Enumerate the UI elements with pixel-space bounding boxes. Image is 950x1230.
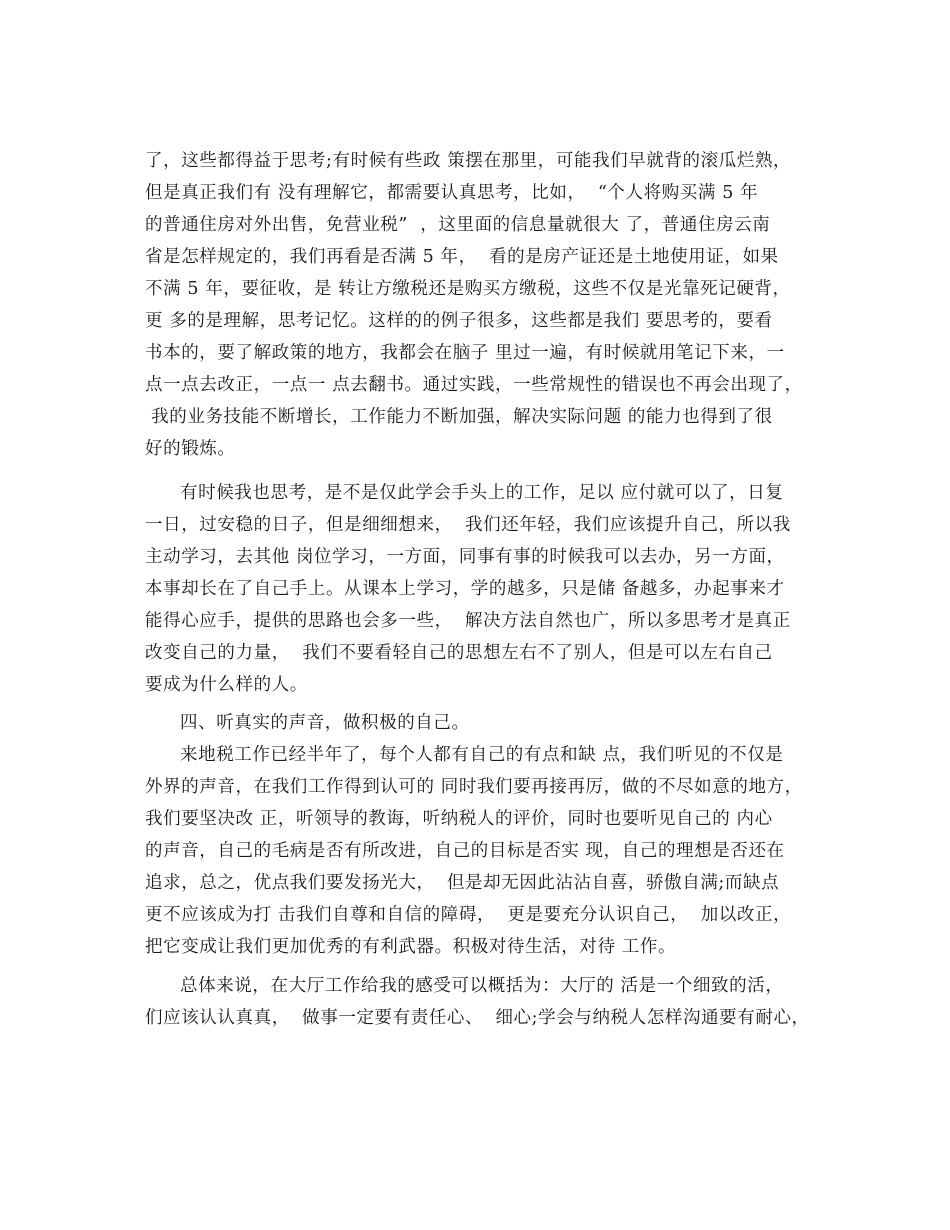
text-line: 能得心应手，提供的思路也会多一些， 解决方法自然也广，所以多思考才是真正: [145, 611, 791, 631]
text-line: 把它变成让我们更加优秀的有利武器。积极对待生活，对待 工作。: [145, 937, 677, 957]
text-line: 的普通住房对外出售，免营业税” ，这里面的信息量就很大 了，普通住房云南: [145, 215, 771, 235]
text-line: 要成为什么样的人。: [145, 675, 308, 695]
text-line: 我的业务技能不断增长，工作能力不断加强，解决实际问题 的能力也得到了很: [145, 407, 773, 427]
text-line: 主动学习，去其他 岗位学习，一方面，同事有事的时候我可以去办，另一方面，: [145, 547, 785, 567]
text-line: 了，这些都得益于思考;有时候有些政 策摆在那里，可能我们早就背的滚瓜烂熟，: [145, 151, 792, 171]
text-line: 不满 5 年，要征收，是 转让方缴税还是购买方缴税，这些不仅是光靠死记硬背，: [145, 279, 791, 299]
text-line: 我们要坚决改 正，听领导的教诲，听纳税人的评价，同时也要听见自己的 内心: [145, 809, 773, 829]
text-line: 但是真正我们有 没有理解它，都需要认真思考，比如， “个人将购买满 5 年: [145, 183, 759, 203]
text-line: 外界的声音，在我们工作得到认可的 同时我们要再接再厉，做的不尽如意的地方，: [145, 777, 803, 797]
text-line: 书本的，要了解政策的地方，我都会在脑子 里过一遍，有时候就用笔记下来，一: [145, 343, 785, 363]
section-heading: 四、听真实的声音，做积极的自己。: [180, 713, 470, 733]
text-line: 更 多的是理解，思考记忆。这样的的例子很多，这些都是我们 要思考的，要看: [145, 311, 773, 331]
text-line: 本事却长在了自己手上。从课本上学习，学的越多，只是储 备越多，办起事来才: [145, 579, 785, 599]
paragraph-first-line: 来地税工作已经半年了，每个人都有自己的有点和缺 点，我们听见的不仅是: [180, 745, 784, 765]
text-line: 更不应该成为打 击我们自尊和自信的障碍， 更是要充分认识自己， 加以改正，: [145, 905, 792, 925]
paragraph-first-line: 总体来说，在大厅工作给我的感受可以概括为：大厅的 活是一个细致的活，: [180, 976, 784, 996]
text-line: 省是怎样规定的，我们再看是否满 5 年， 看的是房产证还是土地使用证，如果: [145, 247, 779, 267]
text-line: 点一点去改正，一点一 点去翻书。通过实践，一些常规性的错误也不再会出现了，: [145, 375, 803, 395]
text-line: 们应该认认真真， 做事一定要有责任心、 细心;学会与纳税人怎样沟通要有耐心，: [145, 1008, 810, 1028]
text-line: 追求，总之，优点我们要发扬光大， 但是却无因此沾沾自喜，骄傲自满;而缺点: [145, 873, 780, 893]
text-line: 的声音，自己的毛病是否有所改进，自己的目标是否实 现，自己的理想是否还在: [145, 841, 785, 861]
text-line: 一日，过安稳的日子，但是细细想来， 我们还年轻，我们应该提升自己，所以我: [145, 515, 791, 535]
text-line: 改变自己的力量， 我们不要看轻自己的思想左右不了别人，但是可以左右自己: [145, 643, 773, 663]
paragraph-first-line: 有时候我也思考，是不是仅此学会手头上的工作，足以 应付就可以了，日复: [180, 483, 784, 503]
text-line: 好的锻炼。: [145, 439, 236, 459]
